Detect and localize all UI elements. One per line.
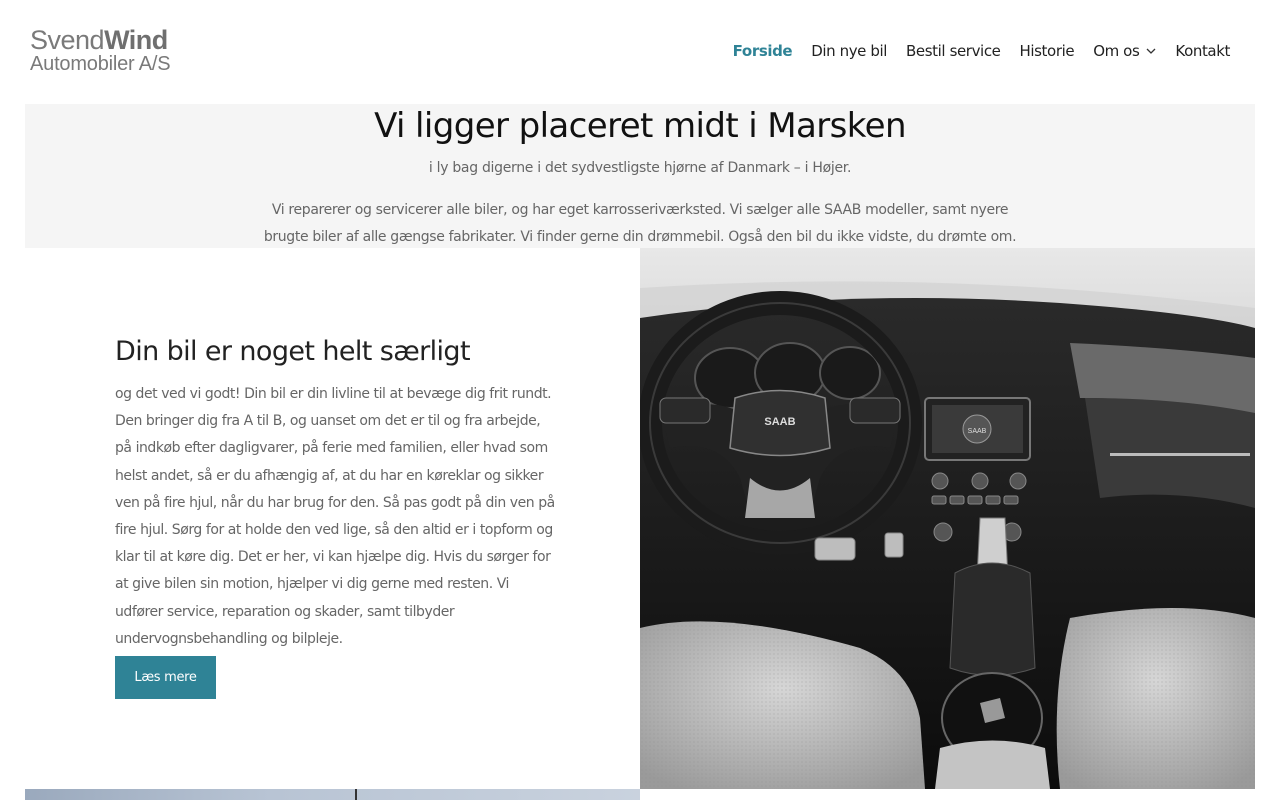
site-header <box>0 0 1280 104</box>
nav-item-din-nye-bil[interactable]: Din nye bil <box>811 42 888 60</box>
feature-title: Din bil er noget helt særligt <box>115 336 470 367</box>
intro-title: Vi ligger placeret midt i Marsken <box>374 106 906 146</box>
nav-item-om-os[interactable] <box>1093 40 1156 62</box>
intro-subtitle: i ly bag digerne i det sydvestligste hjørne af Danmark – i Højer. <box>428 160 852 176</box>
nav-item-forside[interactable]: Forside <box>732 42 793 60</box>
main-nav <box>714 40 1230 62</box>
nav-item-historie[interactable]: Historie <box>1019 42 1075 60</box>
steering-saab-badge: SAAB <box>764 416 796 428</box>
intro-body: Vi reparerer og servicerer alle biler, og har eget karrosseriværksted. Vi sælger alle SAAB modeller, samt nyere brugte biler af alle gængse fabrikater. Vi finder gerne din drømmebil. Også den bil du ikke vidste, du drømte om. <box>263 202 1017 245</box>
nav-item-kontakt[interactable]: Kontakt <box>1175 42 1230 60</box>
site-logo[interactable] <box>30 27 190 74</box>
nav-item-om-os-label: Om os <box>1093 42 1140 60</box>
next-section-image-strip <box>25 789 640 800</box>
car-interior-image <box>640 248 1255 789</box>
chevron-down-icon <box>1146 46 1156 56</box>
strip-pole <box>355 789 357 800</box>
car-interior-illustration <box>640 248 1255 789</box>
logo-name-regular: Svend <box>30 25 105 55</box>
intro-section <box>25 104 1255 248</box>
logo-subline: Automobiler A/S <box>30 53 171 75</box>
feature-body: og det ved vi godt! Din bil er din livline til at bevæge dig frit rundt. Den bringer dig fra A til B, og uanset om det er til og fra arbejde, på indkøb efter dagligvarer, på ferie med familien, eller hvad som helst andet, så er du afhængig af, at du har en køreklar og sikker ven på fire hjul, når du har brug for den. Så pas godt på din ven på fire hjul. Sørg for at holde den ved lige, så den altid er i topform og klar til at køre dig. Det er her, vi kan hjælpe dig. Hvis du sørger for at give bilen sin motion, hjælper vi dig gerne med resten. Vi udfører service, reparation og skader, samt tilbyder undervognsbehandling og bilpleje. <box>115 386 555 647</box>
feature-text <box>115 336 565 653</box>
screen-saab-logo: SAAB <box>967 428 987 435</box>
read-more-button[interactable]: Læs mere <box>115 656 216 699</box>
logo-name-bold: Wind <box>104 25 168 55</box>
logo-wordmark <box>30 27 190 54</box>
nav-item-bestil-service[interactable]: Bestil service <box>906 42 1001 60</box>
